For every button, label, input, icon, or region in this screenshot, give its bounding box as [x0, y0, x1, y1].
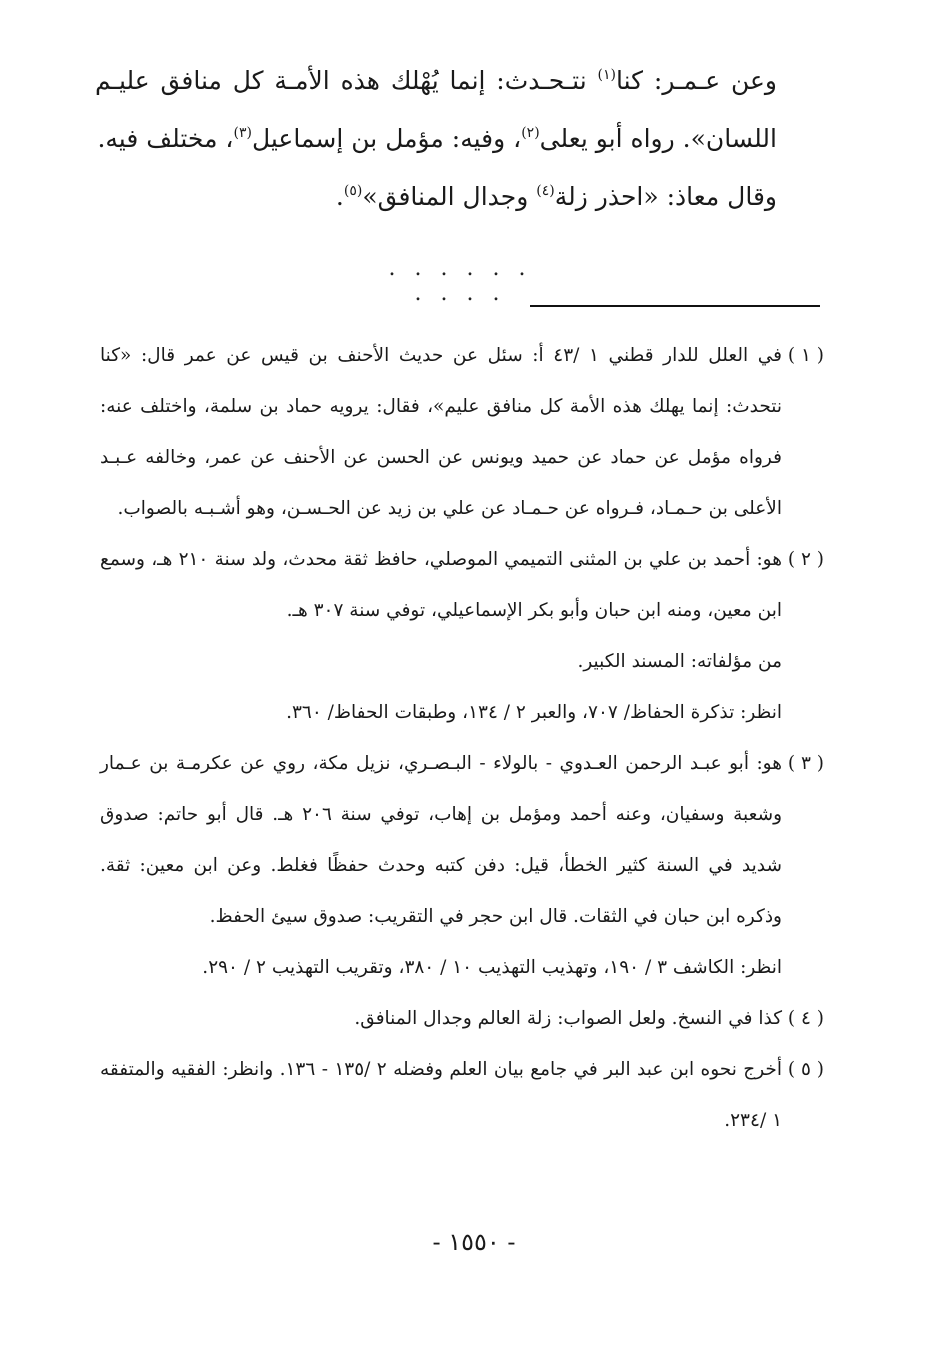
footnote-text: كذا في النسخ. ولعل الصواب: زلة العالم وجدال المنافق. — [354, 1008, 782, 1029]
footnote-ref-1[interactable]: (١) — [597, 67, 616, 83]
main-text-segment: وقال معاذ: «احذر زلة — [554, 182, 777, 211]
footnote-2 — [100, 534, 824, 738]
main-text-segment: ، مختلف فيه. — [97, 124, 234, 153]
footnote-text: في العلل للدار قطني ١ /٤٣ أ: سئل عن حديث الأحنف بن قيس عن عمر قال: «كنا نتحدث: إنما يهلك هذه الأمة كل منافق عليم»، فقال: يرويه حماد بن سلمة، واختلف عنه: فرواه مؤمل عن حماد عن حميد ويونس عن الحسن عن الأحنف عن عمر، وخالفه عـبـد الأعلى بن حـمـاد، فـرواه عن حـمـاد عن علي بن زيد عن الحـسـن، وهو أشـبـه بالصواب. — [100, 345, 782, 519]
footnote-3 — [100, 738, 824, 993]
footnotes — [100, 330, 824, 1146]
main-paragraph-2 — [95, 168, 815, 226]
footnote-number: ( ٣ ) — [787, 753, 824, 774]
main-text-segment: . — [335, 182, 344, 211]
main-paragraph-1 — [95, 52, 815, 168]
footnote-text: انظر: تذكرة الحفاظ/ ٧٠٧، والعبر ٢ / ١٣٤، وطبقات الحفاظ/ ٣٦٠. — [286, 702, 782, 723]
main-text-segment: نتـحـدث: إنما يُهْلك هذه الأمـة كل منافق عليـم اللسان». رواه أبو يعلى — [95, 66, 777, 153]
footnote-number: ( ٥ ) — [787, 1059, 824, 1080]
footnote-text: انظر: الكاشف ٣ / ١٩٠، وتهذيب التهذيب ١٠ / ٣٨٠، وتقريب التهذيب ٢ / ٢٩٠. — [202, 957, 782, 978]
footnote-text: هو: أحمد بن علي بن المثنى التميمي الموصلي، حافظ ثقة محدث، ولد سنة ٢١٠ هـ، وسمع ابن معين، ومنه ابن حبان وأبو بكر الإسماعيلي، توفي سنة ٣٠٧ هـ. — [100, 549, 782, 621]
footnote-text: من مؤلفاته: المسند الكبير. — [577, 651, 782, 672]
main-text-segment: وعن عـمـر: كنا — [616, 66, 778, 95]
footnote-1 — [100, 330, 824, 534]
footnote-number: ( ٢ ) — [787, 549, 824, 570]
main-text-segment: وجدال المنافق» — [362, 182, 537, 211]
footnote-ref-3[interactable]: (٣) — [233, 125, 252, 141]
footnote-4 — [100, 993, 824, 1044]
page-number: - ١٥٥٠ - — [432, 1228, 516, 1256]
footnote-ref-5[interactable]: (٥) — [343, 183, 363, 199]
footnote-text: أخرج نحوه ابن عبد البر في جامع بيان العلم وفضله ٢ /١٣٥ - ١٣٦. وانظر: الفقيه والمتفقه ١ /٢٣٤. — [100, 1059, 782, 1131]
main-text — [95, 52, 815, 226]
main-text-segment: ، وفيه: مؤمل بن إسماعيل — [251, 124, 522, 153]
footnote-ref-2[interactable]: (٢) — [521, 125, 540, 141]
footnote-5 — [100, 1044, 824, 1146]
footnote-ref-4[interactable]: (٤) — [536, 183, 555, 199]
footnote-separator — [530, 305, 820, 307]
footnote-number: ( ١ ) — [787, 345, 824, 366]
footnote-number: ( ٤ ) — [787, 1008, 824, 1029]
section-end-dots: . . . . . . . . . . — [388, 256, 532, 306]
footnote-text: هو: أبو عبـد الرحمن العـدوي - بالولاء - البـصـري، نزيل مكة، روي عن عكرمـة بن عـمار وشعبة وسفيان، وعنه أحمد ومؤمل بن إهاب، توفي سنة ٢٠٦ هـ. قال أبو حاتم: صدوق شديد في السنة كثير الخطأ، قيل: دفن كتبه وحدث حفظًا فغلط. وعن ابن معين: ثقة. وذكره ابن حبان في الثقات. قال ابن حجر في التقريب: صدوق سيئ الحفظ. — [100, 753, 782, 927]
